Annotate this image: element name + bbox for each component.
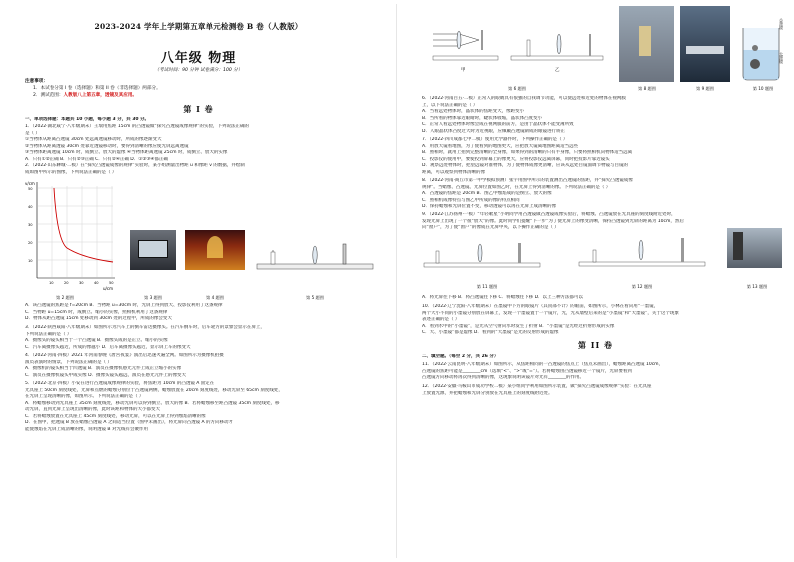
label-small-ink: 小墨镜	[779, 18, 785, 30]
candle	[271, 252, 275, 264]
notice-label: 注意事项：	[25, 79, 48, 84]
q4-line: C．演员在摄像机镜头中成实像 D．摄像头镜头越远，演员在感光元件上的像变大	[25, 372, 187, 378]
graph-x-tick: 30	[79, 281, 84, 285]
bench-rail-12	[579, 262, 705, 266]
candle-b	[527, 40, 530, 56]
label-large-ink: 大墨镜	[779, 52, 785, 64]
q9-line: 9．（2022·江苏扬州·一模）“年轻歌星”小明同学用凸透镜做凸透镜成像实验后，将蜡烛、凸透镜放在光具座的刻度线附近处时，	[422, 212, 676, 217]
graph-x-tick: 10	[49, 281, 54, 285]
convex-lens	[457, 31, 461, 49]
scale-bar-b	[511, 56, 603, 60]
bench-rail-11	[424, 263, 540, 267]
q4-line: 4．（2022·河南·四模）2021 年河南春晚《唐宫夜宴》演出后迅速火遍全网。如图所示为摄像机拍摄	[25, 353, 224, 358]
q5-line: 能使烛焰在光屏上成清晰的像，说明透镜 B 对光线有会聚作用	[25, 426, 148, 432]
q5-line: 动光屏，直到光屏上呈现出清晰的像，此时该距和物体的大小都变大	[25, 407, 160, 412]
q7-line: 距离，可以观察到物体清晰的像	[422, 169, 485, 175]
screen	[343, 244, 346, 264]
uv-graph-figure	[25, 178, 120, 293]
q6-line: D．人眼晶状体凸度过大时为近视眼，应佩戴凸透镜制成的眼镜进行矫正	[422, 128, 565, 134]
q5-line: 5．（2022·北京·四模）小安在进行凸透镜成像规律的实验，将焦距为 10cm 的凸透镜 A 固定在	[25, 381, 215, 386]
q7-line: 7．（2022·四川成都七中二模）使用光学器件时，下列操作正确的是（ ）	[422, 137, 568, 142]
uv-curve	[54, 188, 113, 262]
q1-line: ③当物体距离透镜 10cm 时，成倒立、放大的虚像 ④当物体距离透镜 25cm 时，成倒立、放大的实像	[25, 150, 228, 155]
water	[744, 50, 779, 80]
q5-line: 光具座上 50cm 刻度线处，光屏和点燃的蜡烛分别位于凸透镜两侧，蜡烛放置在 20cm 刻度线处，移动光屏至 65cm 刻度线处，	[25, 387, 283, 393]
caption-fig-9: 第 9 题图	[696, 86, 714, 91]
fig-8-photo	[619, 6, 674, 82]
fig-9-bench	[686, 46, 724, 54]
stage-performance-photo	[185, 230, 245, 270]
fig-13-camera	[733, 232, 743, 260]
q9-line: 向“窗户”，为了使“窗户”的像成在光屏中央，以下操作正确的是（ ）	[422, 225, 559, 230]
q12-line: 上放置光源，并把蜡烛和光屏分别放在光具座上的刻度线附近处。	[422, 390, 553, 396]
q6-line: 6．（2022·河南百五·二模）正常人的眼睛具有很强的自我调节功能，可以使远处和近处的物体在视网膜	[422, 96, 626, 101]
optical-bench-figure	[255, 238, 375, 278]
fig-12-bench	[577, 228, 707, 278]
caption-fig-11: 第 11 题图	[476, 284, 498, 289]
exam-info: （考试时间：90 分钟 试卷满分：100 分）	[154, 68, 243, 73]
q1-line: 1．（2022·湖北咸宁·八年级期末）王瑞用焦距 15cm 的凸透镜做“探究凸透镜成像规律”的实验，下列说法正确的	[25, 124, 250, 129]
candle-12	[593, 250, 596, 262]
q1-line: ①当物体从距离凸透镜 30cm 处远离透镜移动时，所成的像逐渐变大	[25, 137, 162, 142]
fig-8-bottle	[639, 26, 651, 56]
lens-a	[313, 246, 317, 264]
q8-line: A．凸透镜的焦距是 20cm B．图乙中烛焰成的是倒立、放大的像	[422, 191, 552, 196]
q5-line: D．在图中，把透镜 B 放在蜡烛凸透镜 A 之间适当位置（图中未画出），将光屏向凸透镜 A 的方向移动才	[25, 420, 234, 425]
q2-option: D．物体从距凸透镜 15cm 处移动到 30cm 处的过程中，所成的像会变大	[25, 316, 172, 321]
screen-b	[589, 34, 591, 56]
parallel-light-rays	[433, 34, 479, 46]
graph-x-tick: 50	[109, 281, 114, 285]
q7-line: C．投影仪的使用中，要使投到屏幕上的像更大，应将投影仪远离屏幕，同时把投影片靠近镜头	[422, 156, 610, 162]
q8-line: C．照相机成像特点与图乙中所成的像的特点相同	[422, 197, 520, 203]
graph-y-tick: 50	[28, 187, 33, 191]
choice-heading: 一、单项选择题：本题共 10 小题，每小题 3 分，共 30 分。	[25, 117, 150, 122]
lens-b	[557, 34, 561, 54]
q11-line: 凸透镜方向移动将再次得到清晰的像，这现象说明该镜片对光有________的作用。	[422, 375, 584, 380]
q6-line: C．正常人看远处物体时像会成在视网膜的前方，是由于晶状体不能变薄所致	[422, 122, 574, 127]
q4-line: 演员表演时的情景，下列说法正确的是（ ）	[25, 359, 112, 365]
section-2-title: 第 II 卷	[577, 340, 614, 350]
notice-line-2-prefix: 2．测试范围：	[33, 93, 64, 98]
q7-line: D．观察远处物体时，把望远镜对准物体，为了使物体成像更清晰，应该从远处目镜面调节物镜与目镜的	[422, 163, 628, 168]
large-ink	[750, 59, 760, 69]
q3-line: C．汽车离摄像头越近，所成的像越小 D．后车离摄像头越近，显示屏上车的像变大	[25, 344, 191, 350]
grade-subject-title: 八年级 物理	[160, 51, 237, 66]
screen-11	[518, 243, 521, 263]
q8-line: 8．（2022·河南·商丘市第一中学模拟预测）张宇用图甲所示的装置测出凸透镜的焦距，并“探究凸透镜成像	[422, 178, 633, 183]
caption-fig-8: 第 8 题图	[638, 86, 656, 91]
q3-line: A．摄像头的镜头相当于一个凸透镜 B．摄像头成的是正立、缩小的实像	[25, 338, 168, 343]
fig-11-bench	[422, 233, 542, 281]
scale-bar-a	[433, 56, 498, 60]
caption-fig-6: 第 6 题图	[508, 86, 526, 91]
q10-line: 10．（2022·辽宁沈阳·八年级期末）在墨镜中下方的眼镜片（其顶部不计）的眼前，如图所示，小林在看向用“一墨镜，	[422, 304, 659, 309]
graph-x-tick: 20	[64, 281, 69, 285]
fig-6-optical-setup	[431, 26, 606, 76]
q3-line: 3．（2022·陕西咸阳·八年级期末）如图所示为汽车上的倒车雷达摄像头。在汽车倒车时，后车轮方的景象会显示在屏上，	[25, 325, 265, 330]
notice-line-2	[25, 92, 375, 99]
document-title: 2023-2024 学年上学期第五章单元检测卷 B 卷（人教版）	[94, 22, 303, 31]
fig-9-photo	[680, 6, 730, 82]
graph-y-tick: 40	[28, 205, 33, 209]
lens-12	[639, 240, 643, 260]
q5-line: 在光屏上呈现清晰的像，如图所示。下列说法正确的是（ ）	[25, 394, 144, 399]
fig-10-beaker	[737, 8, 789, 83]
graph-y-tick: 10	[28, 259, 33, 263]
stage-light	[207, 236, 223, 258]
bench-rail	[257, 264, 373, 269]
q1-line: ②当物体从距离透镜 30cm 处靠近透镜移动时，要得到清晰的像应使光屏远离透镜	[25, 143, 189, 149]
q4-line: A．摄像机的镜头相当于凹透镜 B．演员在摄像机感光元件上成正立缩小的实像	[25, 366, 182, 371]
q2-option: A．该凸透镜的焦距是 f=20cm B．当物距 u=30cm 时，光屏上得到放大、投影仪利用了这条规律	[25, 303, 223, 308]
q7-line: A．用放大镜看地图，为了使看到的地图更大，应把放大镜离地图距离适当远些	[422, 143, 579, 149]
graph-y-tick: 30	[28, 223, 33, 227]
caption-fig-13: 第 13 题图	[746, 284, 768, 289]
fig-13-photo	[727, 228, 782, 268]
q10-line: C．大、小墨镜”都是虚像 D．看到的“大墨镜”是光的反射形成的虚像	[422, 330, 559, 335]
q8-line: D．保持蜡烛和光屏位置不变，移动透镜可以再在光屏上成清晰的像	[422, 204, 556, 209]
q2-option: C．当物距 u=15cm 时，成倒立、缩小的实像，照相机利用了这条规律	[25, 309, 168, 315]
q11-line: 凸透镜的焦距可能是________cm（选填“<”、“>”或“=”）。若将蜡烛由凸透镜移近一个镜片，光屏要看到	[422, 368, 632, 374]
section-1-title: 第 I 卷	[183, 104, 214, 114]
caption-fig-2: 第 2 题图	[56, 295, 74, 300]
graph-x-tick: 40	[94, 281, 99, 285]
q3-line: 下列说法正确的是（ ）	[25, 331, 72, 337]
graph-y-tick: 20	[28, 241, 33, 245]
q10-line: A．看到水中的“小墨镜”，是光从空气射向水时发生了折射 B．“小墨镜”是光经过折射形成的实像	[422, 323, 615, 329]
caption-fig-10: 第 10 题图	[752, 86, 774, 91]
caption-fig-12: 第 12 题图	[631, 284, 653, 289]
q12-line: 12．（2022·安徽·马鞍山市成功学校二模）某小组同学利用如图所示装置，做“探究凸透镜成像规律”实验：在光具座	[422, 384, 652, 389]
notice-block	[25, 78, 375, 99]
q10-line: 两个大小不同的小墨镜分别放在屏幕上，发现一个墨镜置于一个镜片，光，光从墙壁后来的是“小墨镜”和“大墨镜”，关于这个现象	[422, 310, 679, 316]
q9-line: 发现光屏上出现了一个很“放大”的像。此时同学们提醒“下一步”为了使光屏上的像变清晰，保持凸透镜到光屏的距离为 10cm，然后	[422, 218, 684, 224]
q6-line: A．当看远处物体时，晶状体的焦距变大，像距变小	[422, 109, 525, 114]
notice-line-2-scope: 人教版八上第五章，透镜及其应用。	[63, 93, 138, 98]
q8-line: 规律”。当蜡烛、凸透镜、光屏位置如图乙时，在光屏上得到清晰的像。下列说法正确的是（ ）	[422, 184, 611, 190]
q6-line: 上，以下说法正确的是（ ）	[422, 102, 478, 108]
graph-axes	[37, 182, 115, 278]
q5-line: C．若将蜡烛放置在光具座上 45cm 刻度线处，移动光屏，可以在光屏上得到烛焰清晰的像	[25, 413, 206, 419]
q1-line: 是（ ）	[25, 130, 40, 136]
graph-ylabel: v/cm	[25, 181, 35, 186]
q6-line: B．当所看的物体靠近眼睛时，睫状体收缩，晶状体凸度变小	[422, 115, 543, 121]
graph-xlabel: u/cm	[103, 286, 113, 291]
q2-line: 成如图甲所示的图像，下列说法正确的是（ ）	[25, 169, 117, 175]
screen-a	[481, 30, 483, 50]
caption-fig-4: 第 4 题图	[206, 295, 224, 300]
q10-line: 表述正确的是（ ）	[422, 317, 460, 322]
q9-options: A．将光屏往下移 B．将凸透镜往下移 C．将蜡烛往下移 D．以上三种方法都可以	[422, 295, 584, 300]
q1-line: A．只有①②正确 B．只有②③正确 C．只有②④正确 D．①②③④都正确	[25, 156, 168, 162]
graph-grid	[37, 186, 113, 278]
lens-11	[478, 244, 482, 262]
q5-line: A．将蜡烛移动到光具座上 35cm 刻度线处，移动光屏可以得到倒立、放大的像 B．若将蜡烛移至距凸透镜 35cm 刻度线处，移	[25, 400, 280, 406]
q7-line: B．照相时，就用上拍到完整清晰的全身像，如果得到的清晰的只有半身像，只要将照相机向物体适当远离	[422, 150, 633, 155]
q2-line: 2．（2022·山东聊城·二模）在“探究凸透镜成像的规律”实验时，某小组测量出物距 u 和像距 v 的数据，并绘制	[25, 163, 245, 168]
reversing-camera-photo	[130, 230, 176, 270]
screen-12	[681, 238, 684, 262]
right-page	[397, 0, 794, 562]
fill-heading: 二、填空题。（每空 2 分，共 26 分）	[422, 354, 499, 359]
q11-line: 11．（2022·云南昆明·八年级期末）如图所示，从焦距相同的一凸透镜的焦点上（焦点未画出），蜡烛距离凸透镜 10cm，	[422, 362, 664, 367]
notice-line-1: 1．本试卷分第 I 卷（选择题）和第 II 卷（非选择题）两部分。	[33, 86, 161, 91]
small-ink	[752, 45, 758, 51]
candle-11	[436, 251, 439, 263]
caption-fig-5: 第 5 题图	[306, 295, 324, 300]
caption-fig-3: 第 3 题图	[144, 295, 162, 300]
fig-label-jia: 甲	[461, 68, 466, 73]
fig-label-yi: 乙	[555, 68, 560, 73]
reversing-screen	[138, 240, 168, 258]
